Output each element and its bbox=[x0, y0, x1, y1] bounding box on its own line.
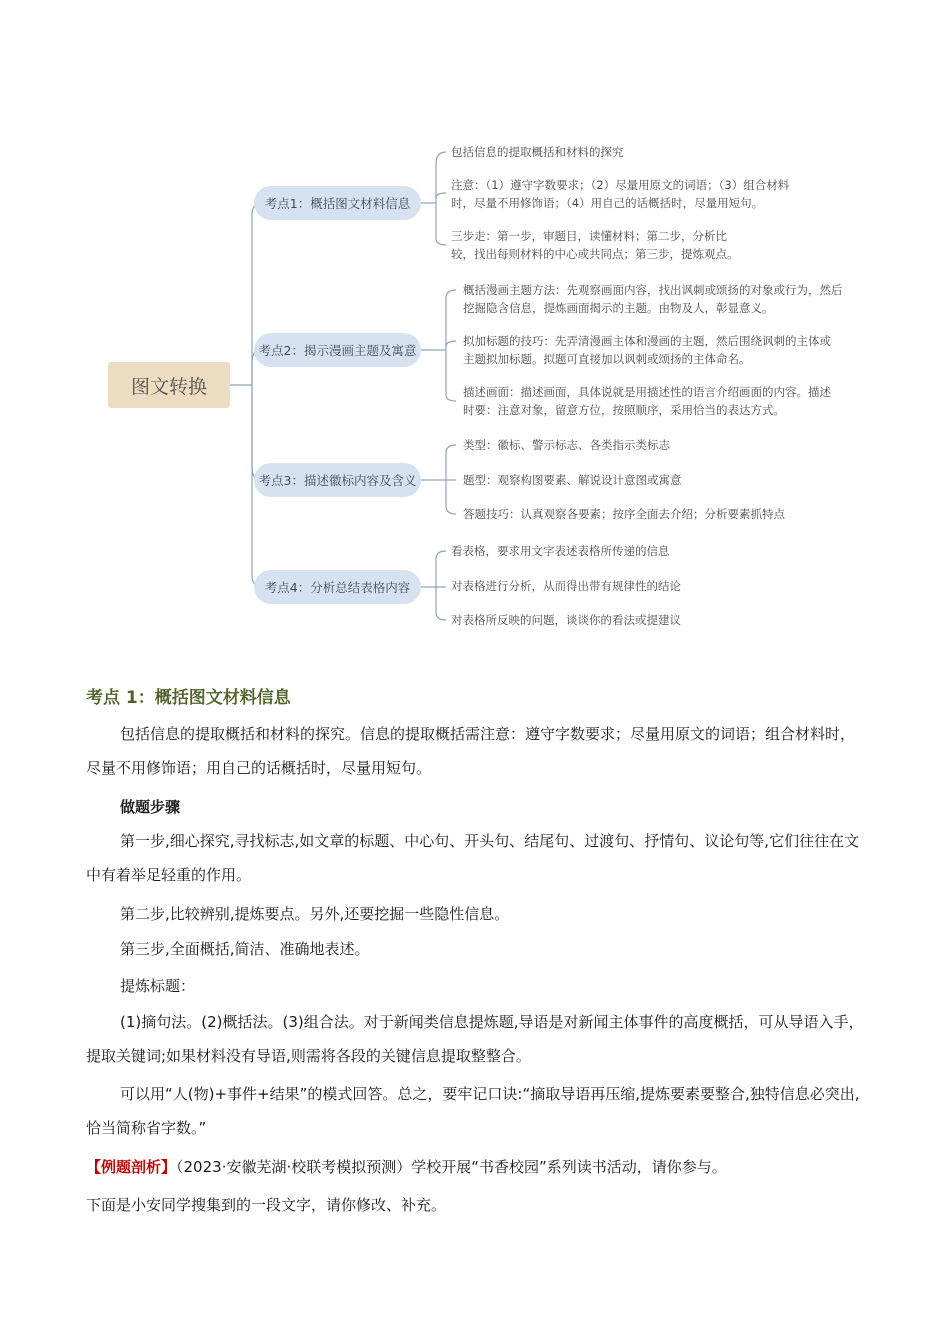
leaf-2-2: 拟加标题的技巧：先弄清漫画主体和漫画的主题，然后围绕讽刺的主体或 主题拟加标题。拟题可直接加以讽刺或颂扬的主体命名。 bbox=[463, 334, 831, 366]
mind-map bbox=[0, 0, 950, 650]
branch-kaodian-1: 考点1：概括图文材料信息 bbox=[254, 186, 421, 220]
branch-kaodian-2: 考点2：揭示漫画主题及寓意 bbox=[254, 333, 421, 367]
formula-paragraph: 可以用“人(物)+事件+结果”的模式回答。总之，要牢记口诀:“摘取导语再压缩,提炼要素要整合,独特信息必突出,恰当简称省字数。” bbox=[86, 1085, 860, 1137]
title-methods-paragraph: (1)摘句法。(2)概括法。(3)组合法。对于新闻类信息提炼题,导语是对新闻主体事件的高度概括，可从导语入手，提取关键词;如果材料没有导语,则需将各段的关键信息提取整整合。 bbox=[86, 1013, 864, 1065]
intro-paragraph: 包括信息的提取概括和材料的探究。信息的提取概括需注意：遵守字数要求；尽量用原文的词语；组合材料时，尽量不用修饰语；用自己的话概括时，尽量用短句。 bbox=[86, 725, 856, 777]
leaf-4-3: 对表格所反映的问题，谈谈你的看法或提建议 bbox=[451, 613, 681, 627]
branch-kaodian-4: 考点4：分析总结表格内容 bbox=[254, 570, 421, 604]
leaf-4-1: 看表格，要求用文字表述表格所传递的信息 bbox=[451, 544, 670, 558]
branch-kaodian-3: 考点3：描述徽标内容及含义 bbox=[254, 463, 421, 497]
leaf-2-1: 概括漫画主题方法：先观察画面内容，找出讽刺或颂扬的对象或行为，然后 挖掘隐含信息，提炼画面揭示的主题。由物及人，彰显意义。 bbox=[463, 283, 843, 315]
steps-heading: 做题步骤 bbox=[120, 798, 181, 816]
mind-map-root: 图文转换 bbox=[108, 362, 230, 408]
step-1-paragraph: 第一步,细心探究,寻找标志,如文章的标题、中心句、开头句、结尾句、过渡句、抒情句、议论句等,它们往往在文中有着举足轻重的作用。 bbox=[86, 832, 860, 884]
leaf-1-1: 包括信息的提取概括和材料的探究 bbox=[451, 145, 624, 159]
example-line bbox=[86, 1150, 866, 1184]
title-methods-heading: 提炼标题： bbox=[120, 977, 196, 995]
leaf-3-2: 题型：观察构图要素、解说设计意图或寓意 bbox=[463, 473, 682, 487]
leaf-3-1: 类型：徽标、警示标志、各类指示类标志 bbox=[463, 438, 670, 452]
leaf-3-3: 答题技巧：认真观察各要素；按序全面去介绍；分析要素抓特点 bbox=[463, 507, 785, 521]
leaf-1-2: 注意：（1）遵守字数要求；（2）尽量用原文的词语；（3）组合材料 时，尽量不用修饰语；（4）用自己的话概括时，尽量用短句。 bbox=[451, 178, 790, 210]
step-3-paragraph: 第三步,全面概括,简洁、准确地表述。 bbox=[120, 940, 370, 958]
leaf-4-2: 对表格进行分析，从而得出带有规律性的结论 bbox=[451, 579, 681, 593]
example-tag: 【例题剖析】 bbox=[86, 1158, 177, 1176]
step-2-paragraph: 第二步,比较辨别,提炼要点。另外,还要挖掘一些隐性信息。 bbox=[120, 905, 510, 923]
example-text: （2023·安徽芜湖·校联考模拟预测）学校开展“书香校园”系列读书活动，请你参与。 bbox=[176, 1158, 727, 1176]
leaf-1-3: 三步走：第一步，审题目，读懂材料；第二步，分析比 较，找出每则材料的中心或共同点；第三步，提炼观点。 bbox=[451, 229, 739, 261]
leaf-2-3: 描述画面：描述画面，具体说就是用描述性的语言介绍画面的内容。描述 时要：注意对象，留意方位，按照顺序，采用恰当的表达方式。 bbox=[463, 385, 831, 417]
section-title: 考点 1：概括图文材料信息 bbox=[86, 688, 291, 708]
last-line: 下面是小安同学搜集到的一段文字，请你修改、补充。 bbox=[86, 1196, 447, 1214]
